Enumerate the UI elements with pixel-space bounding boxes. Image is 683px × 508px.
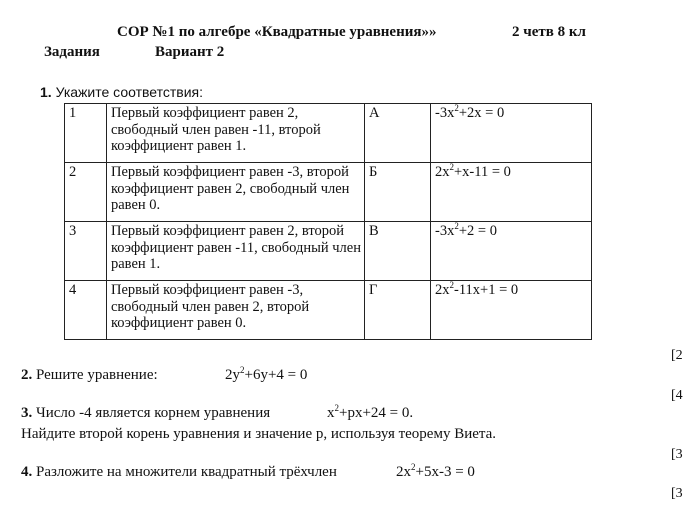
task-3-number: 3. [21,405,33,421]
edge-mark: [3 [671,486,683,501]
edge-mark: [3 [671,447,683,462]
row-letter: Г [365,281,431,340]
row-equation: $-3x^2+2x = 0$ [431,104,592,163]
task-4-text: Разложите на множители квадратный трёхчлен [36,464,337,480]
variant-label: Вариант 2 [155,44,225,60]
task-3-text: Число -4 является корнем уравнения [36,405,271,421]
table-row [65,281,592,340]
table-row [65,222,592,281]
edge-mark: [2 [671,348,683,363]
row-number: 3 [65,222,107,281]
term-label: 2 четв 8 кл [512,24,586,40]
task-4-number: 4. [21,464,33,480]
row-equation: $-3x^2+2 = 0$ [431,222,592,281]
task-3-equation: $x^2+px+24 = 0$. [327,403,414,421]
task-2-equation: $2y^2+6y+4 = 0$ [225,365,308,383]
task-3-line2: Найдите второй корень уравнения и значение р, используя теорему Виета. [21,426,497,442]
row-description: Первый коэффициент равен 2, второй коэффициент равен -11, свободный член равен 1. [107,222,365,281]
task-4-equation: $2x^2+5x-3 = 0$ [396,462,475,480]
tasks-label: Задания [44,44,100,60]
table-row [65,163,592,222]
task-1-heading [40,84,203,100]
row-number: 4 [65,281,107,340]
row-letter: В [365,222,431,281]
task-2-number: 2. [21,367,33,383]
task-1-text: Укажите соответствия: [55,84,204,100]
task-1-number: 1. [40,84,52,100]
task-2 [21,367,158,384]
row-letter: Б [365,163,431,222]
row-number: 1 [65,104,107,163]
row-letter: А [365,104,431,163]
table-row [65,104,592,163]
row-number: 2 [65,163,107,222]
row-description: Первый коэффициент равен -3, второй коэффициент равен 2, свободный член равен 0. [107,163,365,222]
task-4 [21,464,337,481]
task-2-text: Решите уравнение: [36,367,158,383]
row-equation: $2x^2+x-11 = 0$ [431,163,592,222]
matching-table [64,103,592,340]
row-description: Первый коэффициент равен 2, свободный член равен -11, второй коэффициент равен 1. [107,104,365,163]
row-equation: $2x^2-11x+1 = 0$ [431,281,592,340]
row-description: Первый коэффициент равен -3, свободный член равен 2, второй коэффициент равен 0. [107,281,365,340]
task-3 [21,405,270,422]
document-title: СОР №1 по алгебре «Квадратные уравнения»» [117,24,437,40]
edge-mark: [4 [671,388,683,403]
